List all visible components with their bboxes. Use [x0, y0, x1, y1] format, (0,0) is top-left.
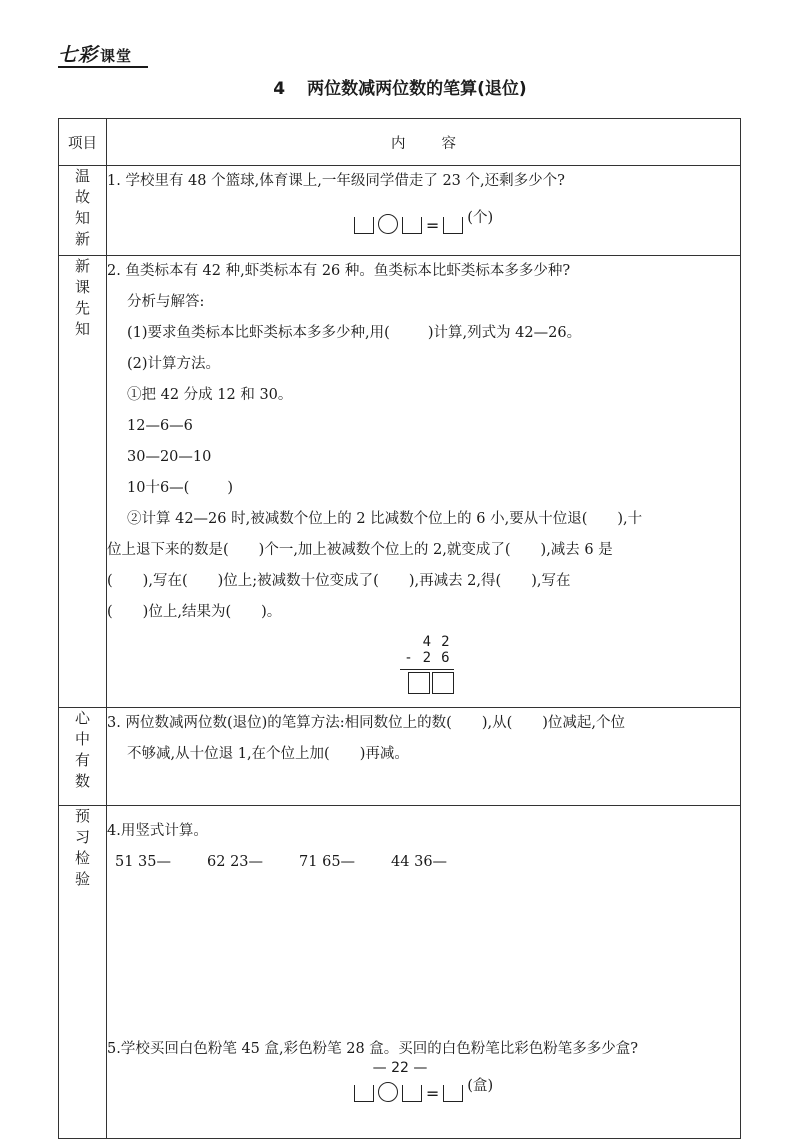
q2-method2-line1: ②计算 42—26 时,被减数个位上的 2 比减数个位上的 6 小,要从十位退( ),十 [127, 511, 643, 527]
q2-method2-line2: 位上退下来的数是( )个一,加上被减数个位上的 2,就变成了( ),减去 6 是 [107, 542, 613, 558]
q1-unit: (个) [467, 210, 494, 226]
operator-circle[interactable] [378, 214, 398, 234]
header-content-label: 内容 [391, 135, 492, 152]
q5-text: 5.学校买回白色粉笔 45 盒,彩色粉笔 28 盒。买回的白色粉笔比彩色粉笔多多少盒? [107, 1041, 639, 1057]
q4-exercises [107, 847, 740, 878]
equals-mark: = [425, 1084, 440, 1103]
lesson-title [0, 74, 800, 99]
q2-expr1: 12—6—6 [127, 418, 193, 434]
brand-name: 七彩 [58, 44, 99, 66]
worksheet-table [58, 118, 741, 1139]
subtrahend-row: - 2 6 [404, 650, 450, 666]
section-label-heart: 心 中 有 数 [59, 708, 107, 806]
equals-mark: = [425, 216, 440, 235]
header-col-content [107, 119, 741, 166]
header-row [59, 119, 741, 166]
answer-box[interactable] [432, 672, 454, 694]
vertical-subtraction [394, 634, 454, 694]
section-label-review: 温 故 知 新 [59, 166, 107, 256]
section-review [59, 166, 741, 256]
section-heart [59, 708, 741, 806]
q3-line2: 不够减,从十位退 1,在个位上加( )再减。 [127, 746, 409, 762]
q1-text: 1. 学校里有 48 个篮球,体育课上,一年级同学借走了 23 个,还剩多少个? [107, 173, 565, 189]
q2-expr2: 30—20—10 [127, 449, 212, 465]
lesson-title-text: 两位数减两位数的笔算(退位) [307, 79, 527, 99]
lesson-number: 4 [273, 79, 286, 99]
q2-analysis: 分析与解答: [127, 294, 205, 310]
q2-method1: ①把 42 分成 12 和 30。 [127, 387, 293, 403]
answer-box[interactable] [402, 1085, 422, 1102]
result-boxes [394, 672, 454, 694]
q3-block [107, 708, 741, 806]
answer-box[interactable] [443, 1085, 463, 1102]
q1-equation[interactable] [107, 203, 740, 234]
minuend-row: 4 2 [422, 634, 450, 650]
q2-expr3: 10十6—( ) [127, 480, 234, 496]
section-preview [59, 806, 741, 1139]
exercise-item[interactable]: 71 65— [299, 854, 356, 870]
answer-box[interactable] [354, 1085, 374, 1102]
brand-sub: 课堂 [100, 47, 133, 65]
exercise-item[interactable]: 44 36— [391, 854, 448, 870]
q2-text: 2. 鱼类标本有 42 种,虾类标本有 26 种。鱼类标本比虾类标本多多少种? [107, 263, 571, 279]
q3-line1: 3. 两位数减两位数(退位)的笔算方法:相同数位上的数( ),从( )位减起,个位 [107, 715, 626, 731]
q2-step1: (1)要求鱼类标本比虾类标本多多少种,用( )计算,列式为 42—26。 [127, 325, 582, 341]
header-col-project: 项目 [59, 119, 107, 166]
exercise-item[interactable]: 62 23— [207, 854, 264, 870]
q5-unit: (盒) [467, 1078, 494, 1094]
q1-block [107, 166, 741, 256]
preview-block [107, 806, 741, 1139]
q2-step2: (2)计算方法。 [127, 356, 221, 372]
operator-circle[interactable] [378, 1082, 398, 1102]
q4-text: 4.用竖式计算。 [107, 823, 208, 839]
logo-underline [58, 66, 148, 68]
sum-line [400, 669, 454, 670]
section-new [59, 256, 741, 708]
answer-box[interactable] [408, 672, 430, 694]
q2-method2-line4: ( )位上,结果为( )。 [107, 604, 282, 620]
section-label-preview: 预 习 检 验 [59, 806, 107, 1139]
work-space[interactable] [107, 878, 740, 1034]
section-label-new: 新 课 先 知 [59, 256, 107, 708]
q2-method2-line3: ( ),写在( )位上;被减数十位变成了( ),再减去 2,得( ),写在 [107, 573, 571, 589]
brand-logo [58, 40, 132, 67]
answer-box[interactable] [402, 217, 422, 234]
page-number: — 22 — [372, 1060, 428, 1076]
exercise-item[interactable]: 51 35— [115, 854, 172, 870]
answer-box[interactable] [443, 217, 463, 234]
answer-box[interactable] [354, 217, 374, 234]
q2-block [107, 256, 741, 708]
